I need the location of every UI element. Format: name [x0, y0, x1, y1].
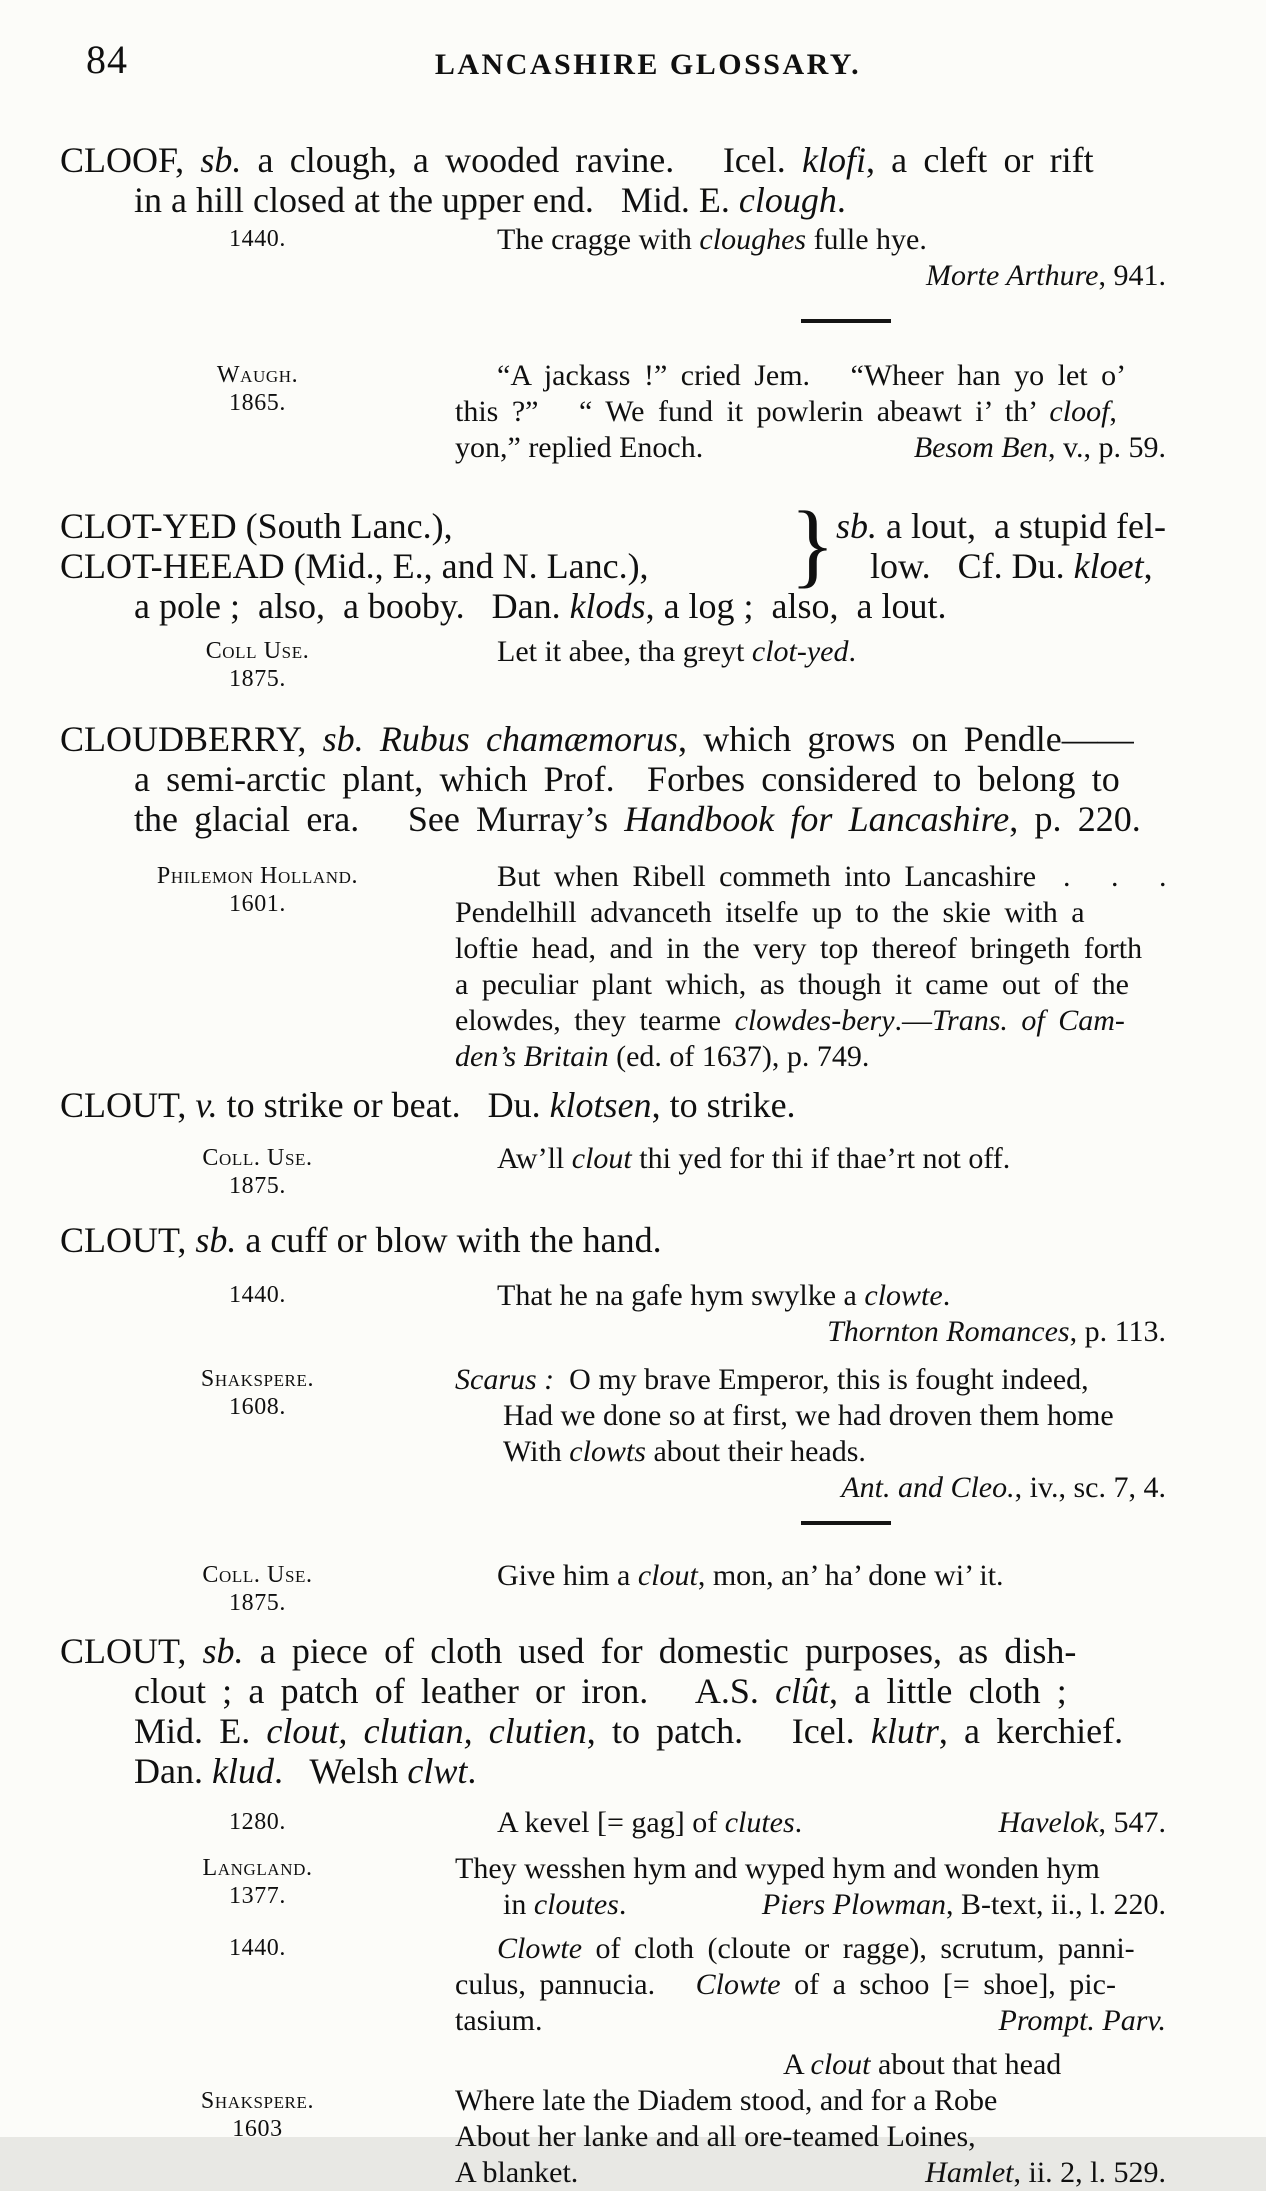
citation-quote	[455, 634, 1236, 693]
italic-text-segment: klud	[211, 1751, 274, 1791]
text-segment: CLOT-HEEAD (Mid., E., and N. Lanc.),	[60, 546, 649, 586]
citation-source-label	[60, 859, 455, 1075]
citation-source-line: 1601.	[229, 891, 286, 917]
citation-source-line: 1440.	[229, 1282, 286, 1308]
text-segment: About her lanke and all ore-teamed Loines,	[455, 2120, 976, 2153]
italic-text-segment: clowdes-bery	[734, 1004, 895, 1037]
text-line	[60, 719, 1236, 759]
source-attribution	[999, 2003, 1166, 2039]
text-segment: a piece of cloth used for domestic purposes, as dish-	[243, 1631, 1077, 1671]
citation-quote	[455, 1805, 1236, 1841]
text-segment: O my brave Emperor, this is fought indeed,	[554, 1363, 1089, 1396]
text-segment: of a schoo [= shoe], pic-	[780, 1968, 1116, 2001]
text-segment: a lout, a stupid fel-	[877, 506, 1166, 546]
page-header	[60, 37, 1236, 90]
entry-clout-cloth	[60, 1631, 1236, 1791]
italic-text-segment: kloet	[1073, 546, 1144, 586]
text-line	[455, 2083, 1236, 2119]
text-segment: about their heads.	[645, 1435, 866, 1468]
divider-rule	[801, 319, 891, 323]
text-segment: this ?” “ We fund it powlerin abeawt i’ th’	[455, 395, 1050, 428]
italic-text-segment: Besom Ben	[913, 431, 1048, 464]
text-line	[455, 1314, 1236, 1350]
text-segment: a pole ; also, a booby. Dan.	[134, 586, 570, 626]
text-line	[455, 1434, 1236, 1470]
text-segment: a semi-arctic plant, which Prof. Forbes considered to belong to	[134, 759, 1120, 799]
text-line	[455, 430, 1236, 466]
text-line	[455, 931, 1236, 967]
text-line	[455, 895, 1236, 931]
text-line	[60, 180, 1236, 220]
citation-source-line: 1608.	[229, 1394, 286, 1420]
text-line	[455, 859, 1236, 895]
italic-text-segment: den’s Britain	[455, 1040, 609, 1073]
text-segment: fulle hye.	[806, 223, 927, 256]
citation-source-label	[60, 1362, 455, 1506]
text-segment: A blanket.	[455, 2156, 579, 2189]
citation-coll-use-1875-clout-verb	[60, 1141, 1236, 1200]
section-divider	[60, 1512, 1236, 1530]
source-attribution	[762, 1887, 1166, 1923]
text-segment: .	[942, 1279, 951, 1312]
quote-text	[455, 430, 703, 466]
text-segment: , v., p. 59.	[1047, 431, 1166, 464]
citation-source-line: Shakspere.	[200, 1366, 315, 1392]
italic-text-segment: Piers Plowman	[761, 1888, 946, 1921]
headword-line	[60, 546, 790, 586]
italic-text-segment: Havelok	[998, 1806, 1099, 1839]
italic-text-segment: clout	[571, 1142, 632, 1175]
italic-text-segment: sb.	[195, 1220, 237, 1260]
italic-text-segment: Scarus :	[455, 1363, 555, 1396]
text-segment: CLOUT,	[60, 1220, 196, 1260]
text-segment: ,	[1143, 546, 1153, 586]
text-segment: .	[836, 180, 846, 220]
text-line	[455, 1967, 1236, 2003]
source-attribution	[926, 258, 1166, 294]
citation-quote	[455, 1558, 1236, 1617]
source-attribution	[841, 1470, 1166, 1506]
italic-text-segment: cloof	[1049, 395, 1110, 428]
text-segment: A	[783, 2048, 811, 2081]
italic-text-segment: clout	[637, 1559, 698, 1592]
text-segment: CLOT-YED (South Lanc.),	[60, 506, 453, 546]
text-line	[60, 759, 1236, 799]
text-segment: , ii. 2, l. 529.	[1013, 2156, 1166, 2189]
text-segment: .	[467, 1751, 477, 1791]
citation-source-line: 1865.	[229, 390, 286, 416]
citation-source-label	[60, 1931, 455, 2039]
page-number: 84	[86, 37, 128, 82]
text-segment: , to strike.	[651, 1085, 796, 1125]
citation-shakspere-1603	[60, 2047, 1236, 2191]
divider-rule	[801, 1521, 891, 1525]
citation-source-label	[60, 1141, 455, 1200]
italic-text-segment: Clowte	[497, 1932, 583, 1965]
citation-langland-1377	[60, 1851, 1236, 1923]
text-segment: , mon, an’ ha’ done wi’ it.	[697, 1559, 1004, 1592]
citation-quote	[455, 1851, 1236, 1923]
brace-row	[60, 493, 1236, 597]
citation-source-line: Langland.	[202, 1855, 313, 1881]
text-line	[455, 1141, 1236, 1177]
text-segment: tasium.	[455, 2004, 543, 2037]
text-segment: . Welsh	[273, 1751, 408, 1791]
text-segment: A kevel [= gag] of	[497, 1806, 725, 1839]
text-segment: of cloth (cloute or ragge), scrutum, panni-	[582, 1932, 1135, 1965]
text-segment: Let it abee, tha greyt	[497, 635, 752, 668]
text-line	[455, 2155, 1236, 2191]
citation-coll-use-1875-clout-cuff	[60, 1558, 1236, 1617]
citation-1440-prompt-parv	[60, 1931, 1236, 2039]
text-line	[455, 358, 1236, 394]
citation-source-line: 1377.	[229, 1883, 286, 1909]
source-attribution	[925, 2155, 1166, 2191]
italic-text-segment: Clowte	[695, 1968, 781, 2001]
italic-text-segment: clot-yed	[751, 635, 849, 668]
italic-text-segment: Hamlet	[925, 2156, 1014, 2189]
text-segment: .	[794, 1806, 803, 1839]
text-line	[60, 1631, 1236, 1671]
text-segment: , a little cloth ;	[829, 1671, 1067, 1711]
text-segment: Dan.	[134, 1751, 212, 1791]
text-line	[60, 586, 1236, 626]
text-segment: .	[618, 1888, 627, 1921]
italic-text-segment: clout	[810, 2048, 871, 2081]
citation-source-label	[60, 634, 455, 693]
text-segment: Where late the Diadem stood, and for a Robe	[455, 2084, 998, 2117]
italic-text-segment: clwt	[407, 1751, 468, 1791]
text-segment: , a kerchief.	[938, 1711, 1124, 1751]
entry-cloudberry	[60, 719, 1236, 839]
citation-source-line: Shakspere.	[200, 2088, 315, 2114]
text-line	[455, 394, 1236, 430]
citation-source-line: Coll Use.	[205, 638, 310, 664]
citation-1440-morte-arthure	[60, 222, 1236, 294]
text-segment: , 941.	[1098, 259, 1166, 292]
text-line	[60, 799, 1236, 839]
text-line	[455, 634, 1236, 670]
text-segment: a peculiar plant which, as though it came out of the	[455, 968, 1129, 1001]
quote-text	[455, 2155, 578, 2191]
text-line	[455, 222, 1236, 258]
italic-text-segment: clowts	[569, 1435, 646, 1468]
text-segment	[364, 719, 380, 759]
citation-philemon-holland-1601	[60, 859, 1236, 1075]
text-line	[60, 1671, 1236, 1711]
citation-quote	[455, 2047, 1236, 2191]
source-attribution	[914, 430, 1166, 466]
entry-clot-yed	[60, 493, 1236, 626]
citation-source-line: 1875.	[229, 1173, 286, 1199]
text-line	[455, 2119, 1236, 2155]
text-line	[455, 1039, 1236, 1075]
text-line	[60, 140, 1236, 180]
text-segment: , p. 220.	[1009, 799, 1141, 839]
citation-source-line: Coll. Use.	[202, 1145, 313, 1171]
page-title: LANCASHIRE GLOSSARY.	[434, 48, 862, 81]
text-segment: With	[503, 1435, 570, 1468]
citation-coll-use-1875-clot-yed	[60, 634, 1236, 693]
italic-text-segment: Prompt. Parv.	[998, 2004, 1166, 2037]
text-segment: ,	[1109, 395, 1117, 428]
text-segment: But when Ribell commeth into Lancashire . . .	[497, 860, 1167, 893]
citation-source-line: 1280.	[229, 1809, 286, 1835]
citation-source-line: Philemon Holland.	[156, 863, 359, 889]
headword-column	[60, 506, 790, 586]
italic-text-segment: Thornton Romances	[827, 1315, 1070, 1348]
citation-source-line: 1875.	[229, 1590, 286, 1616]
text-line	[455, 1851, 1236, 1887]
text-line	[455, 1931, 1236, 1967]
citation-source-label	[60, 2047, 455, 2191]
text-segment: CLOUT,	[60, 1631, 203, 1671]
citation-quote	[455, 859, 1236, 1075]
italic-text-segment: sb.	[836, 506, 878, 546]
citation-source-label	[60, 1558, 455, 1617]
text-line	[455, 967, 1236, 1003]
citation-1440-thornton-romances	[60, 1278, 1236, 1350]
citation-source-label	[60, 1805, 455, 1841]
citation-quote	[455, 222, 1236, 294]
text-segment: (ed. of 1637), p. 749.	[608, 1040, 870, 1073]
italic-text-segment: clût	[775, 1671, 830, 1711]
citation-quote	[455, 1931, 1236, 2039]
text-segment: That he na gafe hym swylke a	[497, 1279, 865, 1312]
entry-cloof	[60, 140, 1236, 220]
text-segment: to strike or beat. Du.	[217, 1085, 550, 1125]
italic-text-segment: klutr	[870, 1711, 939, 1751]
citation-source-label	[60, 222, 455, 294]
citation-source-line: 1440.	[229, 1935, 286, 1961]
text-line	[455, 1362, 1236, 1398]
text-segment: They wesshen hym and wyped hym and wonden hym	[455, 1852, 1100, 1885]
citation-1280-havelok	[60, 1805, 1236, 1841]
text-segment: Pendelhill advanceth itselfe up to the skie with a	[455, 896, 1085, 929]
text-segment: The cragge with	[497, 223, 700, 256]
citation-quote	[455, 1362, 1236, 1506]
section-divider	[60, 310, 1236, 328]
text-segment: “A jackass !” cried Jem. “Wheer han yo let o’	[497, 359, 1127, 392]
quote-text	[497, 1805, 802, 1841]
definition-column	[824, 506, 1236, 586]
text-line	[455, 1398, 1236, 1434]
citation-shakspere-1608	[60, 1362, 1236, 1506]
text-line	[60, 1751, 1236, 1791]
brace-icon: }	[790, 493, 836, 597]
source-attribution	[999, 1805, 1166, 1841]
italic-text-segment: Morte Arthure	[926, 259, 1099, 292]
text-segment: , to patch. Icel.	[586, 1711, 871, 1751]
citation-quote	[455, 358, 1236, 466]
headword-line	[60, 506, 790, 546]
text-segment: CLOOF,	[60, 140, 201, 180]
text-segment: CLOUDBERRY,	[60, 719, 323, 759]
italic-text-segment: sb.	[202, 1631, 244, 1671]
text-segment: , iv., sc. 7, 4.	[1014, 1471, 1166, 1504]
italic-text-segment: clough	[738, 180, 837, 220]
italic-text-segment: clout, clutian, clutien	[266, 1711, 587, 1751]
text-segment: the glacial era. See Murray’s	[134, 799, 625, 839]
entry-clout-cuff	[60, 1220, 1236, 1260]
text-segment: , a log ; also, a lout.	[645, 586, 947, 626]
text-line	[60, 1085, 1236, 1125]
source-attribution	[827, 1314, 1166, 1350]
citation-source-line: 1440.	[229, 226, 286, 252]
italic-text-segment: Handbook for Lancashire	[624, 799, 1010, 839]
italic-text-segment: cloughes	[699, 223, 807, 256]
text-line	[455, 258, 1236, 294]
text-line	[455, 2003, 1236, 2039]
text-segment: low. Cf. Du.	[870, 546, 1074, 586]
text-segment: culus, pannucia.	[455, 1968, 696, 2001]
text-segment: , p. 113.	[1069, 1315, 1166, 1348]
citation-source-line: 1603	[232, 2116, 283, 2142]
italic-text-segment: clutes	[724, 1806, 795, 1839]
italic-text-segment: klofi	[801, 140, 866, 180]
text-segment: .—	[894, 1004, 933, 1037]
entry-clout-verb	[60, 1085, 1236, 1125]
text-segment: , a cleft or rift	[865, 140, 1094, 180]
text-line	[836, 506, 1236, 546]
text-segment: Aw’ll	[497, 1142, 572, 1175]
italic-text-segment: sb.	[200, 140, 242, 180]
italic-text-segment: klods	[569, 586, 646, 626]
text-line	[836, 546, 1236, 586]
text-line	[60, 1220, 1236, 1260]
text-segment: yon,” replied Enoch.	[455, 431, 704, 464]
italic-text-segment: clowte	[864, 1279, 943, 1312]
citation-waugh-1865	[60, 358, 1236, 466]
text-segment: Give him a	[497, 1559, 638, 1592]
quote-text	[455, 2003, 543, 2039]
text-segment: about that head	[870, 2048, 1062, 2081]
text-line	[455, 1278, 1236, 1314]
text-line	[455, 1558, 1236, 1594]
text-segment: clout ; a patch of leather or iron. A.S.	[134, 1671, 776, 1711]
text-segment: , 547.	[1098, 1806, 1166, 1839]
text-segment: in a hill closed at the upper end. Mid. E.	[134, 180, 739, 220]
text-segment: elowdes, they tearme	[455, 1004, 735, 1037]
text-segment: , which grows on Pendle——	[678, 719, 1134, 759]
citation-quote	[455, 1278, 1236, 1350]
italic-text-segment: cloutes	[533, 1888, 619, 1921]
citation-source-label	[60, 358, 455, 466]
text-segment: Mid. E.	[134, 1711, 267, 1751]
text-segment: thi yed for thi if thae’rt not off.	[631, 1142, 1011, 1175]
italic-text-segment: v.	[195, 1085, 218, 1125]
text-segment: in	[503, 1888, 534, 1921]
text-segment: a clough, a wooded ravine. Icel.	[241, 140, 802, 180]
citation-quote	[455, 1141, 1236, 1200]
text-line	[455, 2047, 1236, 2083]
italic-text-segment: Ant. and Cleo.	[841, 1471, 1015, 1504]
text-line	[455, 1003, 1236, 1039]
quote-text	[503, 1887, 626, 1923]
citation-source-line: Coll. Use.	[202, 1562, 313, 1588]
citation-source-label	[60, 1851, 455, 1923]
citation-source-label	[60, 1278, 455, 1350]
citation-source-line: Waugh.	[216, 362, 299, 388]
text-segment: CLOUT,	[60, 1085, 196, 1125]
italic-text-segment: sb.	[322, 719, 364, 759]
text-segment: a cuff or blow with the hand.	[236, 1220, 662, 1260]
italic-text-segment: klotsen	[549, 1085, 652, 1125]
text-segment: loftie head, and in the very top thereof bringeth forth	[455, 932, 1143, 965]
text-line	[455, 1805, 1236, 1841]
text-segment: Had we done so at first, we had droven them home	[503, 1399, 1114, 1432]
text-segment: , B-text, ii., l. 220.	[946, 1888, 1166, 1921]
italic-text-segment: Rubus chamæmorus	[379, 719, 679, 759]
italic-text-segment: Trans. of Cam-	[932, 1004, 1125, 1037]
text-line	[455, 1887, 1236, 1923]
text-line	[60, 1711, 1236, 1751]
text-line	[455, 1470, 1236, 1506]
text-segment: .	[848, 635, 856, 668]
citation-source-line: 1875.	[229, 666, 286, 692]
